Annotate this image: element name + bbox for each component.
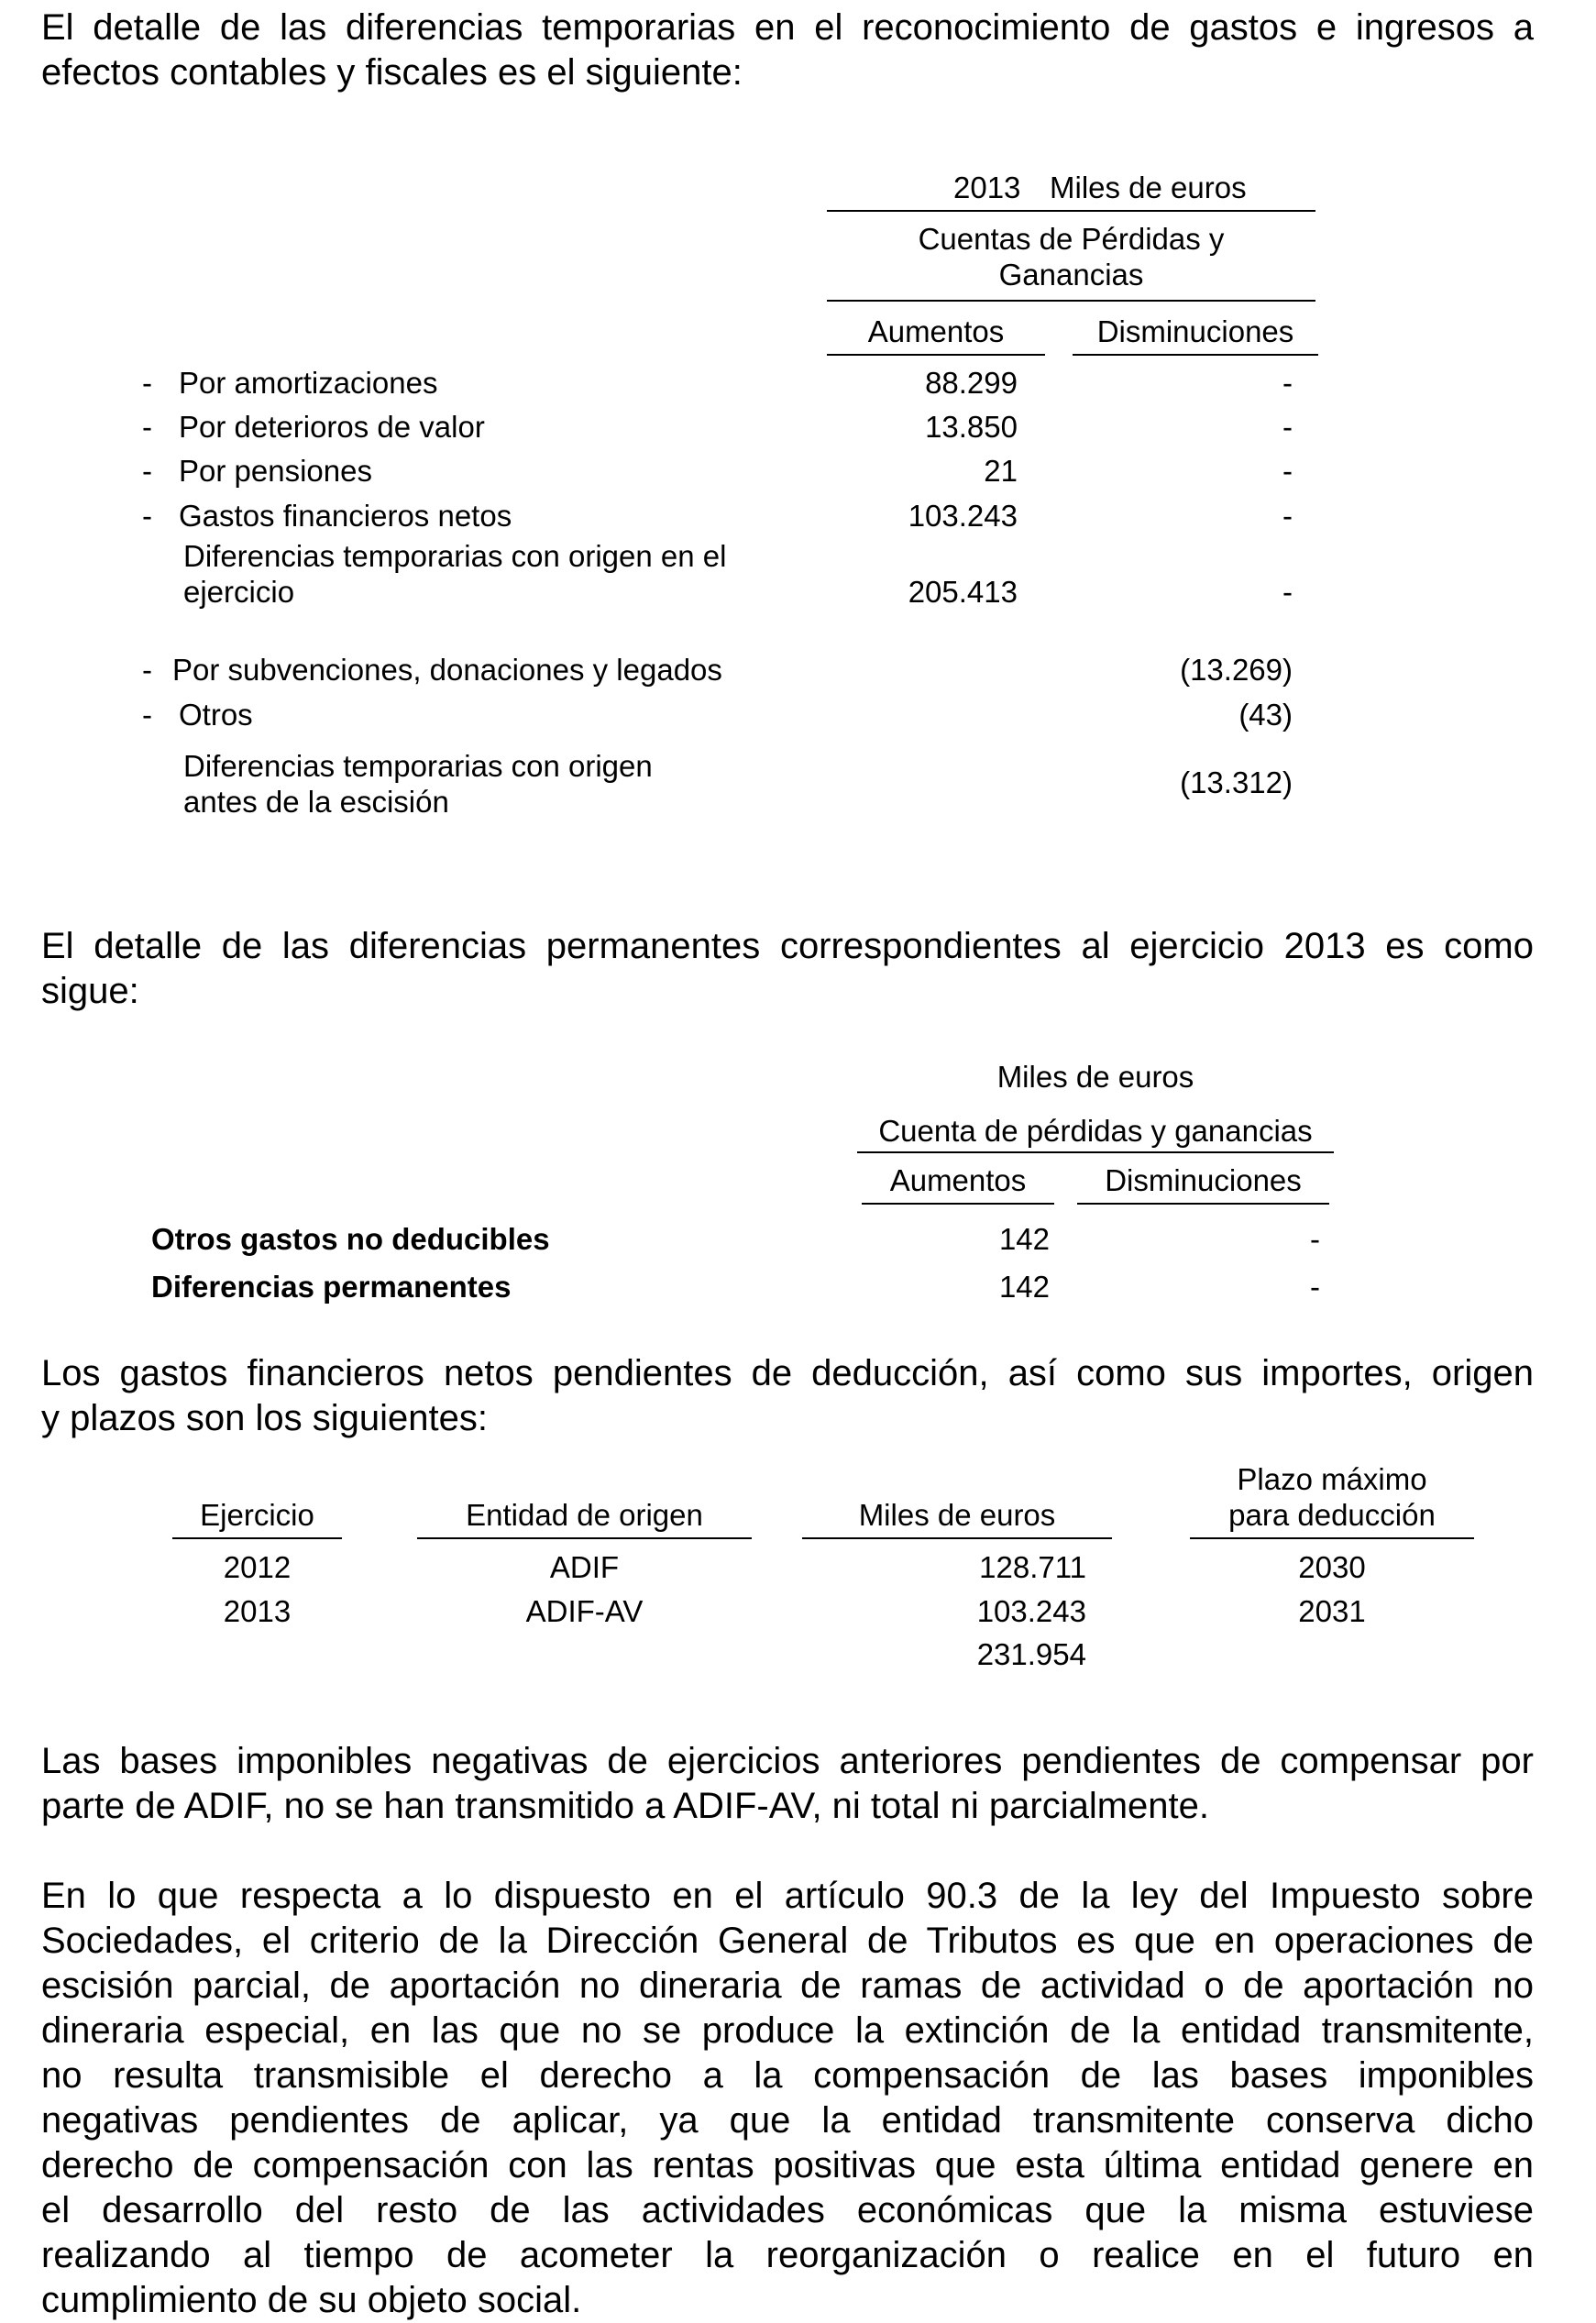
text-line: parte de ADIF, no se han transmitido a ADIF-AV, ni total ni parcialmente. — [41, 1786, 1210, 1826]
row-bullet: - — [142, 698, 152, 732]
intro-paragraph-financial-expenses — [41, 1351, 1534, 1441]
row-amount: 128.711 — [979, 1550, 1086, 1584]
table1-rule — [1073, 354, 1318, 356]
table3-col-term — [1190, 1461, 1474, 1533]
row-year: 2012 — [223, 1550, 292, 1584]
intro-paragraph-temporary-differences — [41, 6, 1534, 95]
table1-header-year: 2013 — [953, 171, 1021, 204]
row-bullet: - — [142, 366, 152, 400]
row-label: Por deterioros de valor — [179, 410, 485, 444]
subtotal-label — [183, 538, 726, 610]
text-line: realizando al tiempo de acometer la reorganización o realice en el futuro en — [41, 2235, 1534, 2275]
intro-paragraph-permanent-differences — [41, 924, 1534, 1014]
paragraph-article-90-3 — [41, 1874, 1534, 2323]
table3-rule — [802, 1537, 1112, 1539]
row-bullet: - — [142, 499, 152, 533]
row-entity: ADIF-AV — [525, 1594, 644, 1628]
row-label: Por subvenciones, donaciones y legados — [172, 653, 722, 687]
row-increase: 21 — [984, 454, 1018, 488]
row-term: 2030 — [1298, 1550, 1366, 1584]
text-line: el desarrollo del resto de las actividades económicas que la misma estuviese — [41, 2190, 1534, 2230]
paragraph-tax-bases — [41, 1739, 1534, 1829]
row-decrease: - — [1282, 499, 1293, 533]
text-line: El detalle de las diferencias permanentes correspondientes al ejercicio 2013 es como — [41, 926, 1534, 966]
subtotal-decrease: - — [1282, 575, 1293, 609]
subtotal-decrease: (13.312) — [1180, 765, 1293, 799]
label-line: Diferencias temporarias con origen en el — [183, 539, 727, 573]
row-decrease: (13.269) — [1180, 653, 1293, 687]
row-increase: 13.850 — [925, 410, 1018, 444]
row-decrease: (43) — [1238, 698, 1293, 732]
text-line: dineraria especial, en las que no se produce la extinción de la entidad transmitente, — [41, 2010, 1534, 2051]
table1-header-units: Miles de euros — [1050, 171, 1247, 204]
table2-col-decrease: Disminuciones — [1105, 1163, 1302, 1197]
text-line: derecho de compensación con las rentas positivas que esta última entidad genere en — [41, 2145, 1534, 2185]
text-line: negativas pendientes de aplicar, ya que la entidad transmitente conserva dicho — [41, 2100, 1534, 2141]
row-increase: 142 — [998, 1270, 1050, 1304]
table2-col-increase: Aumentos — [889, 1163, 1027, 1197]
text-line: efectos contables y fiscales es el siguiente: — [41, 52, 743, 93]
row-increase: 142 — [998, 1222, 1050, 1256]
row-entity: ADIF — [549, 1550, 620, 1584]
table2-rule — [1077, 1203, 1329, 1205]
subtotal-increase: 205.413 — [908, 575, 1018, 609]
row-decrease: - — [1310, 1222, 1320, 1256]
row-increase: 88.299 — [925, 366, 1018, 400]
row-label: Gastos financieros netos — [179, 499, 512, 533]
text-line: cumplimiento de su objeto social. — [41, 2280, 582, 2320]
text-line: Las bases imponibles negativas de ejercicios anteriores pendientes de compensar por — [41, 1741, 1534, 1781]
text-line: En lo que respecta a lo dispuesto en el artículo 90.3 de la ley del Impuesto sobre — [41, 1876, 1534, 1916]
table2-rule — [862, 1203, 1054, 1205]
label-line: Diferencias temporarias con origen — [183, 749, 653, 783]
row-label: Otros — [179, 698, 253, 732]
text-line: El detalle de las diferencias temporarias en el reconocimiento de gastos e ingresos a — [41, 7, 1534, 48]
row-term: 2031 — [1298, 1594, 1366, 1628]
table2-rule — [857, 1151, 1334, 1153]
table3-col-entity: Entidad de origen — [466, 1498, 703, 1532]
row-year: 2013 — [223, 1594, 292, 1628]
total-amount: 231.954 — [976, 1637, 1086, 1671]
table1-rule — [827, 210, 1315, 212]
table2-header-units: Miles de euros — [996, 1060, 1194, 1094]
label-line: antes de la escisión — [183, 785, 449, 819]
subtotal-label — [183, 748, 653, 820]
row-decrease: - — [1282, 366, 1293, 400]
header-line: Plazo máximo — [1237, 1462, 1427, 1496]
header-line: Cuentas de Pérdidas y — [918, 222, 1225, 256]
header-line: Ganancias — [998, 258, 1144, 292]
table3-rule — [172, 1537, 342, 1539]
table3-col-year: Ejercicio — [200, 1498, 314, 1532]
row-decrease: - — [1310, 1270, 1320, 1304]
text-line: no resulta transmisible el derecho a la compensación de las bases imponibles — [41, 2055, 1534, 2096]
row-label: Por amortizaciones — [179, 366, 438, 400]
table1-rule — [827, 354, 1045, 356]
table1-col-decrease: Disminuciones — [1096, 314, 1294, 348]
row-label: Por pensiones — [179, 454, 372, 488]
row-bullet: - — [142, 653, 152, 687]
row-decrease: - — [1282, 410, 1293, 444]
text-line: sigue: — [41, 971, 139, 1011]
table2-header-group: Cuenta de pérdidas y ganancias — [878, 1114, 1313, 1148]
header-line: para deducción — [1228, 1498, 1436, 1532]
table3-col-amount: Miles de euros — [858, 1498, 1056, 1532]
table3-rule — [417, 1537, 752, 1539]
row-bullet: - — [142, 410, 152, 444]
text-line: y plazos son los siguientes: — [41, 1398, 488, 1438]
row-amount: 103.243 — [976, 1594, 1086, 1628]
text-line: Sociedades, el criterio de la Dirección General de Tributos es que en operaciones de — [41, 1921, 1534, 1961]
row-bullet: - — [142, 454, 152, 488]
row-label: Otros gastos no deducibles — [151, 1222, 550, 1256]
row-label: Diferencias permanentes — [151, 1270, 512, 1304]
table3-rule — [1190, 1537, 1474, 1539]
text-line: Los gastos financieros netos pendientes de deducción, así como sus importes, origen — [41, 1353, 1534, 1393]
table1-col-increase: Aumentos — [867, 314, 1005, 348]
text-line: escisión parcial, de aportación no dineraria de ramas de actividad o de aportación no — [41, 1965, 1534, 2006]
table1-header-group — [827, 221, 1315, 292]
label-line: ejercicio — [183, 575, 295, 609]
table1-rule — [827, 300, 1315, 302]
row-decrease: - — [1282, 454, 1293, 488]
row-increase: 103.243 — [908, 499, 1018, 533]
